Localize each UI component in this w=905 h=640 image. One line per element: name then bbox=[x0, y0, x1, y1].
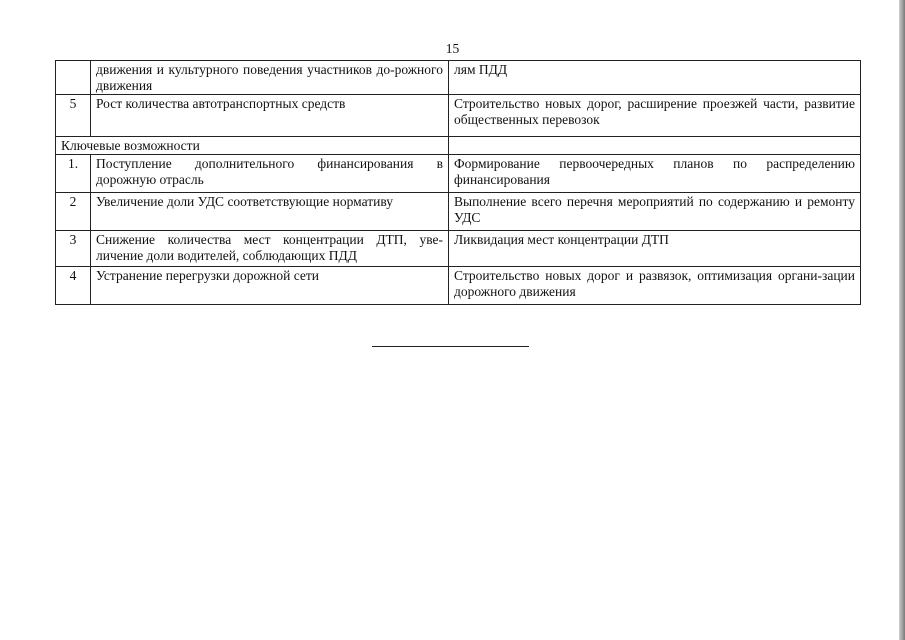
measure-cell: лям ПДД bbox=[449, 61, 861, 95]
closing-rule bbox=[372, 346, 529, 347]
measure-cell: Строительство новых дорог, расширение проезжей части, развитие общественных перевозок bbox=[449, 95, 861, 137]
threat-cell: движения и культурного поведения участников до-рожного движения bbox=[91, 61, 449, 95]
table-row bbox=[56, 95, 861, 137]
measure-cell: Выполнение всего перечня мероприятий по содержанию и ремонту УДС bbox=[449, 193, 861, 231]
row-number: 5 bbox=[56, 95, 91, 137]
table-row bbox=[56, 155, 861, 193]
table-row bbox=[56, 61, 861, 95]
row-number: 3 bbox=[56, 231, 91, 267]
table-row bbox=[56, 231, 861, 267]
page-number: 15 bbox=[445, 41, 460, 56]
measure-cell: Формирование первоочередных планов по распределению финансирования bbox=[449, 155, 861, 193]
measure-cell: Ликвидация мест концентрации ДТП bbox=[449, 231, 861, 267]
row-number: 4 bbox=[56, 267, 91, 305]
opportunity-cell: Устранение перегрузки дорожной сети bbox=[91, 267, 449, 305]
page-edge-shadow bbox=[899, 0, 905, 640]
threat-cell: Рост количества автотранспортных средств bbox=[91, 95, 449, 137]
swot-table bbox=[55, 60, 861, 305]
opportunity-cell: Увеличение доли УДС соответствующие нормативу bbox=[91, 193, 449, 231]
section-title: Ключевые возможности bbox=[56, 137, 449, 155]
row-number: 1. bbox=[56, 155, 91, 193]
opportunity-cell: Поступление дополнительного финансирования в дорожную отрасль bbox=[91, 155, 449, 193]
row-number bbox=[56, 61, 91, 95]
empty-cell bbox=[449, 137, 861, 155]
measure-cell: Строительство новых дорог и развязок, оптимизация органи-зации дорожного движения bbox=[449, 267, 861, 305]
row-number: 2 bbox=[56, 193, 91, 231]
table-row bbox=[56, 193, 861, 231]
table-row bbox=[56, 267, 861, 305]
section-row bbox=[56, 137, 861, 155]
opportunity-cell: Снижение количества мест концентрации ДТП, уве-личение доли водителей, соблюдающих ПДД bbox=[91, 231, 449, 267]
